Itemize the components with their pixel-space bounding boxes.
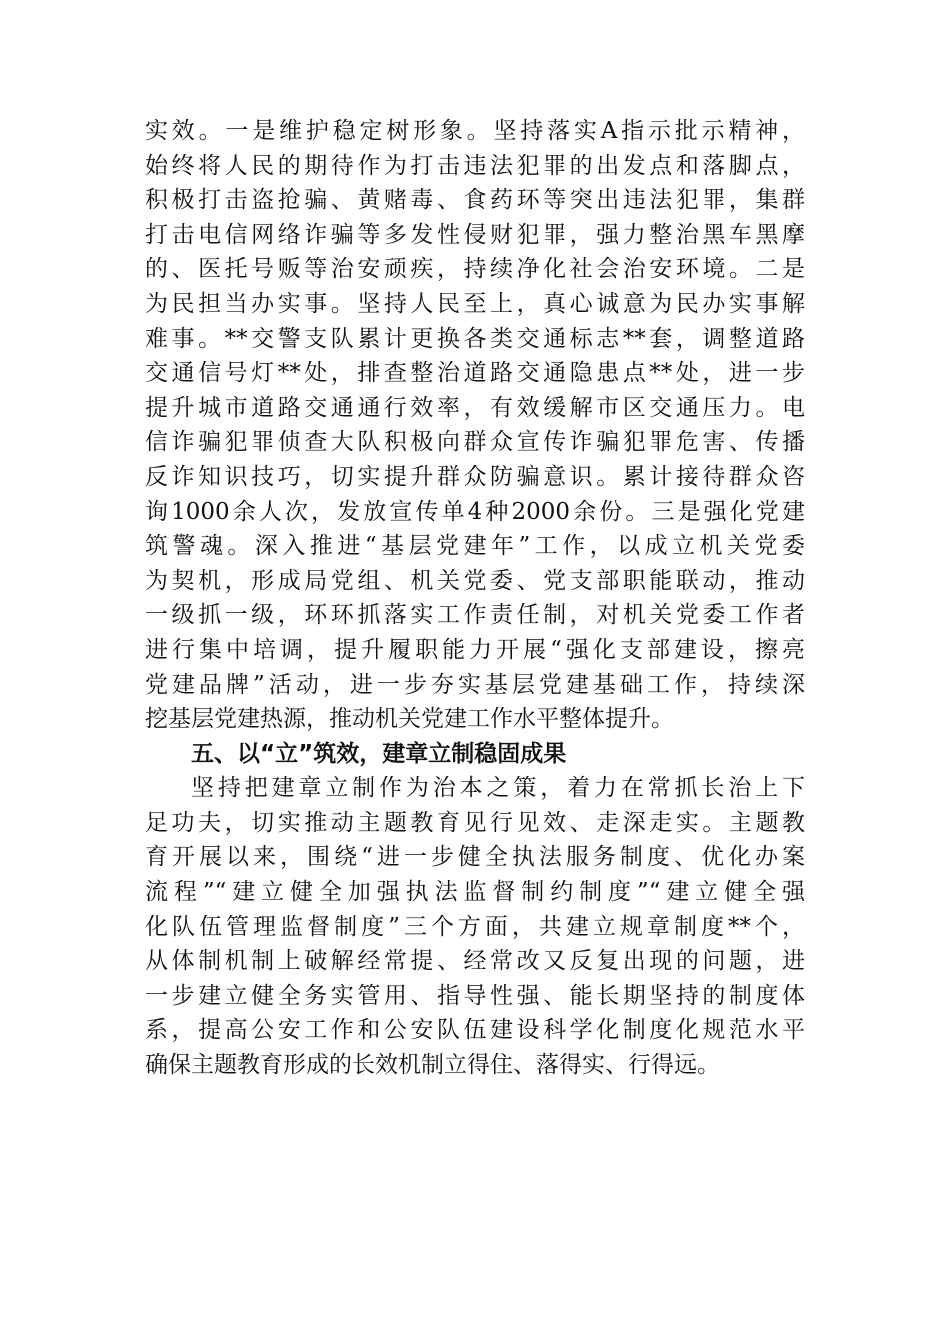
text-line: 挖基层党建热源，推动机关党建工作水平整体提升。 (145, 706, 674, 733)
document-body (145, 114, 805, 1083)
text-line: 为契机，形成局党组、机关党委、党支部职能联动，推动 (145, 567, 805, 594)
text-line: 信诈骗犯罪侦查大队积极向群众宣传诈骗犯罪危害、传播 (145, 429, 805, 456)
text-line: 一步建立健全务实管用、指导性强、能长期坚持的制度体 (145, 982, 805, 1009)
text-line: 从体制机制上破解经常提、经常改又反复出现的问题，进 (145, 948, 805, 975)
text-line: 提升城市道路交通通行效率，有效缓解市区交通压力。电 (145, 394, 805, 421)
text-line: 筑警魂。深入推进“基层党建年”工作，以成立机关党委 (145, 533, 805, 560)
text-line: 化队伍管理监督制度”三个方面，共建立规章制度**个， (145, 913, 805, 940)
text-line: 实效。一是维护稳定树形象。坚持落实A指示批示精神， (145, 118, 805, 144)
text-line: 进行集中培调，提升履职能力开展“强化支部建设，擦亮 (145, 636, 805, 663)
text-line: 的、医托号贩等治安顽疾，持续净化社会治安环境。二是 (145, 256, 805, 283)
text-line: 反诈知识技巧，切实提升群众防骗意识。累计接待群众咨 (145, 463, 805, 490)
text-line: 难事。**交警支队累计更换各类交通标志**套，调整道路 (145, 325, 805, 352)
text-line: 积极打击盗抢骗、黄赌毒、食药环等突出违法犯罪，集群 (145, 187, 805, 214)
text-line: 坚持把建章立制作为治本之策，着力在常抓长治上下 (191, 775, 805, 802)
paragraph-section5 (145, 771, 805, 1082)
text-line: 询1000余人次，发放宣传单4种2000余份。三是强化党建 (145, 498, 805, 525)
text-line: 为民担当办实事。坚持人民至上，真心诚意为民办实事解 (145, 290, 805, 317)
text-line: 一级抓一级，环环抓落实工作责任制，对机关党委工作者 (145, 602, 805, 629)
text-line: 党建品牌”活动，进一步夯实基层党建基础工作，持续深 (145, 671, 805, 698)
text-line: 确保主题教育形成的长效机制立得住、落得实、行得远。 (145, 1052, 720, 1079)
section-heading: 五、以“立”筑效，建章立制稳固成果 (191, 740, 567, 767)
text-line: 足功夫，切实推动主题教育见行见效、走深走实。主题教 (145, 809, 805, 836)
text-line: 打击电信网络诈骗等多发性侵财犯罪，强力整治黑车黑摩 (145, 221, 805, 248)
text-line: 始终将人民的期待作为打击违法犯罪的出发点和落脚点， (145, 152, 805, 179)
text-line: 交通信号灯**处，排查整治道路交通隐患点**处，进一步 (145, 360, 805, 387)
paragraph-work-results (145, 114, 805, 737)
text-line: 流程”“建立健全加强执法监督制约制度”“建立健全强 (145, 879, 805, 906)
text-line: 育开展以来，围绕“进一步健全执法服务制度、优化办案 (145, 844, 805, 871)
text-line: 系，提高公安工作和公安队伍建设科学化制度化规范水平 (145, 1017, 805, 1044)
